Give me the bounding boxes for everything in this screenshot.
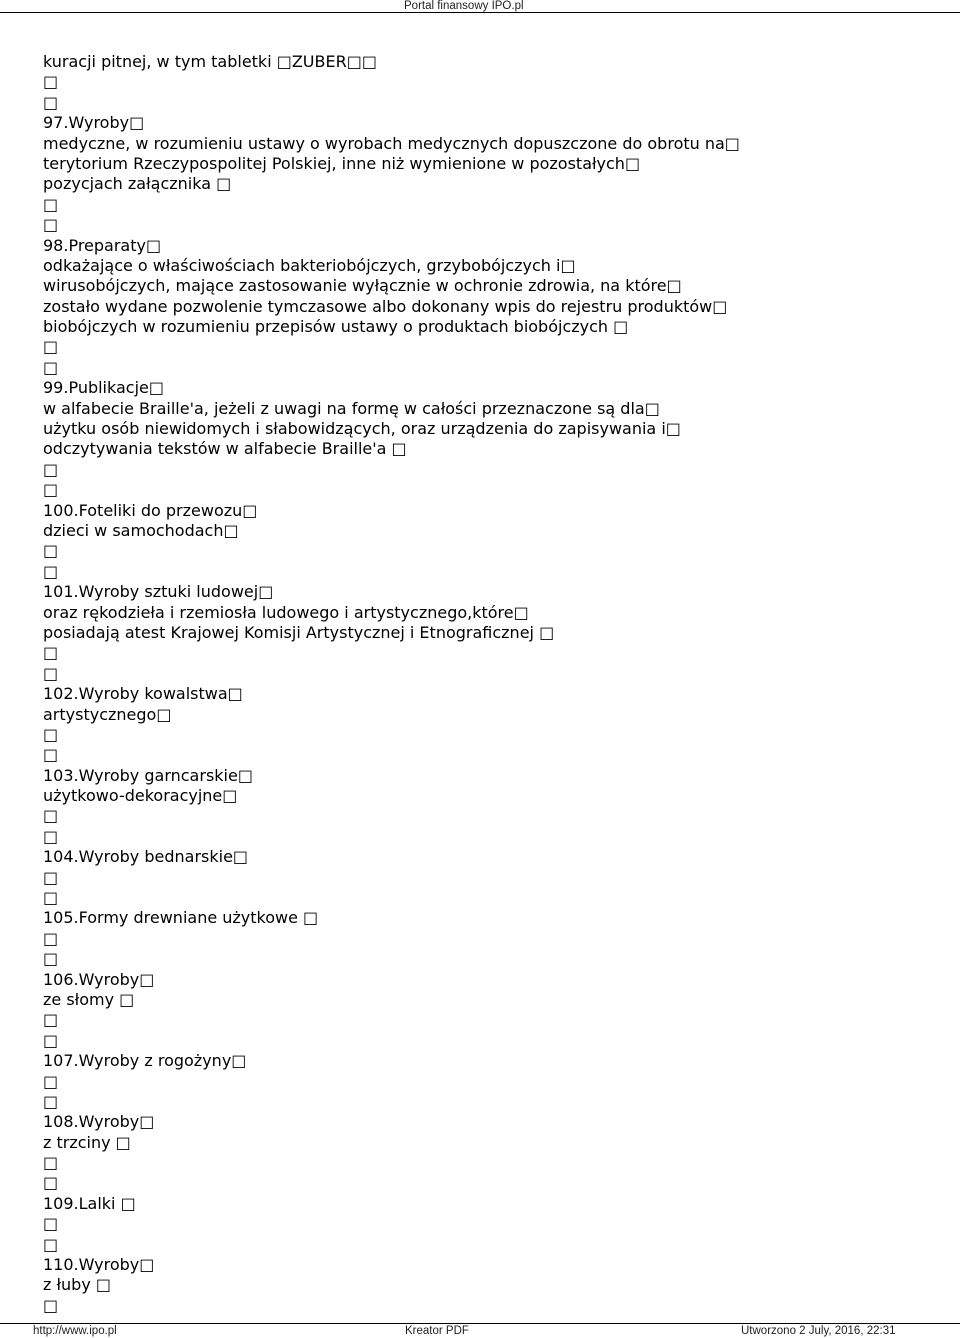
page-header-title: Portal finansowy IPO.pl <box>404 0 524 12</box>
text-line: □ <box>43 867 59 887</box>
text-line: 101.Wyroby sztuki ludowej□ <box>43 582 274 602</box>
text-line: □ <box>43 215 59 235</box>
text-line: □ <box>43 643 59 663</box>
footer-divider <box>0 1323 960 1324</box>
text-line: 100.Foteliki do przewozu□ <box>43 500 258 520</box>
text-line: artystycznego□ <box>43 704 172 724</box>
text-line: z łuby □ <box>43 1275 111 1295</box>
text-line: □ <box>43 357 59 377</box>
text-line: 107.Wyroby z rogożyny□ <box>43 1051 247 1071</box>
text-line: 98.Preparaty□ <box>43 235 162 255</box>
text-line: użytku osób niewidomych i słabowidzących, oraz urządzenia do zapisywania i□ <box>43 419 681 439</box>
text-line: użytkowo-dekoracyjne□ <box>43 786 238 806</box>
text-line: □ <box>43 888 59 908</box>
text-line: □ <box>43 1214 59 1234</box>
text-line: 104.Wyroby bednarskie□ <box>43 847 249 867</box>
text-line: □ <box>43 337 59 357</box>
text-line: biobójczych w rozumieniu przepisów ustawy o produktach biobójczych □ <box>43 317 629 337</box>
text-line: □ <box>43 1010 59 1030</box>
text-line: □ <box>43 561 59 581</box>
text-line: ze słomy □ <box>43 989 135 1009</box>
text-line: □ <box>43 1153 59 1173</box>
text-line: □ <box>43 1295 59 1315</box>
text-line: □ <box>43 806 59 826</box>
text-line: 110.Wyroby□ <box>43 1255 155 1275</box>
text-line: oraz rękodzieła i rzemiosła ludowego i artystycznego,które□ <box>43 602 529 622</box>
text-line: □ <box>43 1234 59 1254</box>
text-line: □ <box>43 459 59 479</box>
text-line: □ <box>43 72 59 92</box>
text-line: □ <box>43 92 59 112</box>
text-line: 97.Wyroby□ <box>43 113 145 133</box>
text-line: □ <box>43 663 59 683</box>
text-line: 102.Wyroby kowalstwa□ <box>43 684 243 704</box>
text-line: □ <box>43 541 59 561</box>
footer-created-date: Utworzono 2 July, 2016, 22:31 <box>741 1325 896 1337</box>
text-line: 105.Formy drewniane użytkowe □ <box>43 908 319 928</box>
text-line: □ <box>43 1173 59 1193</box>
text-line: pozycjach załącznika □ <box>43 174 232 194</box>
text-line: □ <box>43 1091 59 1111</box>
footer-url-link[interactable]: http://www.ipo.pl <box>33 1325 117 1337</box>
text-line: medyczne, w rozumieniu ustawy o wyrobach medycznych dopuszczone do obrotu na□ <box>43 133 740 153</box>
text-line: z trzciny □ <box>43 1132 131 1152</box>
footer-creator: Kreator PDF <box>405 1325 469 1337</box>
text-line: odkażające o właściwościach bakteriobójczych, grzybobójczych i□ <box>43 255 576 275</box>
text-line: □ <box>43 1071 59 1091</box>
text-line: zostało wydane pozwolenie tymczasowe albo dokonany wpis do rejestru produktów□ <box>43 296 728 316</box>
text-line: □ <box>43 480 59 500</box>
text-line: □ <box>43 826 59 846</box>
text-line: 106.Wyroby□ <box>43 969 155 989</box>
text-line: w alfabecie Braille'a, jeżeli z uwagi na formę w całości przeznaczone są dla□ <box>43 398 660 418</box>
header-divider <box>0 12 960 13</box>
text-line: 108.Wyroby□ <box>43 1112 155 1132</box>
text-line: dzieci w samochodach□ <box>43 520 239 540</box>
text-line: posiadają atest Krajowej Komisji Artystycznej i Etnograficznej □ <box>43 622 555 642</box>
text-line: 99.Publikacje□ <box>43 378 164 398</box>
text-line: 109.Lalki □ <box>43 1193 136 1213</box>
document-body <box>43 52 943 1316</box>
text-line: □ <box>43 745 59 765</box>
text-line: kuracji pitnej, w tym tabletki □ZUBER□□ <box>43 52 377 71</box>
text-line: wirusobójczych, mające zastosowanie wyłącznie w ochronie zdrowia, na które□ <box>43 276 682 296</box>
text-line: terytorium Rzeczypospolitej Polskiej, inne niż wymienione w pozostałych□ <box>43 153 641 173</box>
text-line: □ <box>43 724 59 744</box>
text-line: odczytywania tekstów w alfabecie Braille'a □ <box>43 439 407 459</box>
text-line: 103.Wyroby garncarskie□ <box>43 765 253 785</box>
text-line: □ <box>43 1030 59 1050</box>
text-line: □ <box>43 194 59 214</box>
text-line: □ <box>43 949 59 969</box>
text-line: □ <box>43 928 59 948</box>
